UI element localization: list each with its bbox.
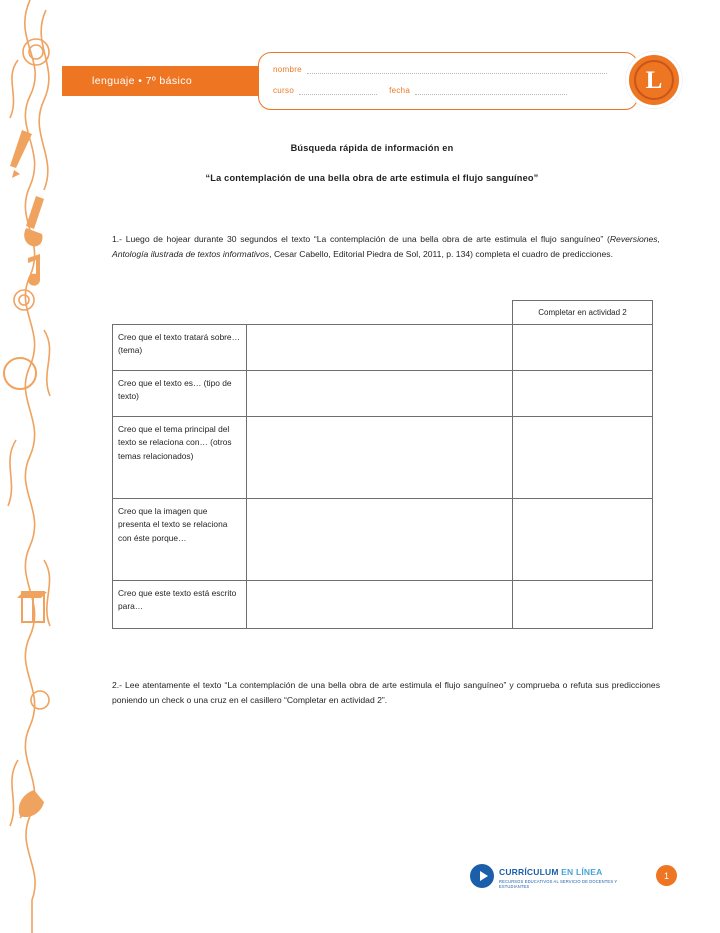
row-check-field[interactable] — [513, 499, 653, 581]
row-prompt: Creo que el texto tratará sobre… (tema) — [113, 325, 247, 371]
table-row — [113, 417, 653, 499]
row-answer-field[interactable] — [247, 581, 513, 629]
logo-badge — [626, 52, 682, 108]
page-subtitle: “La contemplación de una bella obra de arte estimula el flujo sanguíneo” — [205, 173, 539, 183]
row-answer-field[interactable] — [247, 325, 513, 371]
curso-fecha-row — [273, 86, 567, 95]
curso-input[interactable] — [299, 86, 377, 95]
play-icon — [470, 864, 494, 888]
predictions-table-wrapper — [112, 300, 652, 629]
table-header-row — [113, 301, 653, 325]
row-prompt: Creo que el texto es… (tipo de texto) — [113, 371, 247, 417]
row-prompt: Creo que la imagen que presenta el texto se relaciona con éste porque… — [113, 499, 247, 581]
instruction-1 — [112, 232, 660, 261]
instruction-1-part-a: 1.- Luego de hojear durante 30 segundos el texto “La contemplación de una bella obra de arte estimula el flujo sanguíneo” ( — [112, 234, 610, 244]
row-prompt: Creo que el tema principal del texto se relaciona con… (otros temas relacionados) — [113, 417, 247, 499]
table-header-blank-2 — [247, 301, 513, 325]
table-row — [113, 371, 653, 417]
footer-brand-b: EN LÍNEA — [558, 867, 603, 877]
nombre-row — [273, 65, 607, 74]
row-check-field[interactable] — [513, 581, 653, 629]
instruction-1-source-italic: Reversiones, Antología ilustrada de textos informativos — [112, 234, 660, 259]
nombre-input[interactable] — [307, 65, 607, 74]
row-answer-field[interactable] — [247, 417, 513, 499]
curso-label: curso — [273, 86, 295, 95]
footer-brand-a: CURRÍCULUM — [499, 867, 559, 877]
row-check-field[interactable] — [513, 371, 653, 417]
play-triangle-icon — [480, 871, 488, 881]
table-header-blank-1 — [113, 301, 247, 325]
fecha-label: fecha — [389, 86, 411, 95]
table-row — [113, 325, 653, 371]
row-answer-field[interactable] — [247, 499, 513, 581]
row-prompt: Creo que este texto está escrito para… — [113, 581, 247, 629]
table-row — [113, 581, 653, 629]
table-header-activity2: Completar en actividad 2 — [513, 301, 653, 325]
page-number-badge: 1 — [656, 865, 677, 886]
decorative-left-border — [0, 0, 62, 933]
row-check-field[interactable] — [513, 325, 653, 371]
instruction-2: 2.- Lee atentamente el texto “La contemplación de una bella obra de arte estimula el flujo sanguíneo” y comprueba o refuta sus predicciones poniendo un check o una cruz en el casillero “Completar en actividad 2”. — [112, 680, 660, 705]
fecha-input[interactable] — [415, 86, 567, 95]
decorative-flourish-icon — [0, 0, 62, 933]
footer-subtitle: RECURSOS EDUCATIVOS AL SERVICIO DE DOCENTES Y ESTUDIANTES — [499, 879, 618, 889]
footer — [470, 862, 685, 894]
predictions-table — [112, 300, 653, 629]
instruction-1-part-b: , Cesar Cabello, Editorial Piedra de Sol, 2011, p. 134) completa el cuadro de predicciones. — [269, 248, 613, 259]
subject-tag: lenguaje • 7º básico — [62, 66, 260, 96]
page-title: Búsqueda rápida de información en — [290, 143, 454, 153]
logo-letter: L — [634, 60, 674, 100]
table-row — [113, 499, 653, 581]
row-check-field[interactable] — [513, 417, 653, 499]
student-info-box — [258, 52, 638, 110]
footer-brand — [499, 867, 602, 877]
worksheet-header — [62, 52, 682, 110]
row-answer-field[interactable] — [247, 371, 513, 417]
nombre-label: nombre — [273, 65, 302, 74]
